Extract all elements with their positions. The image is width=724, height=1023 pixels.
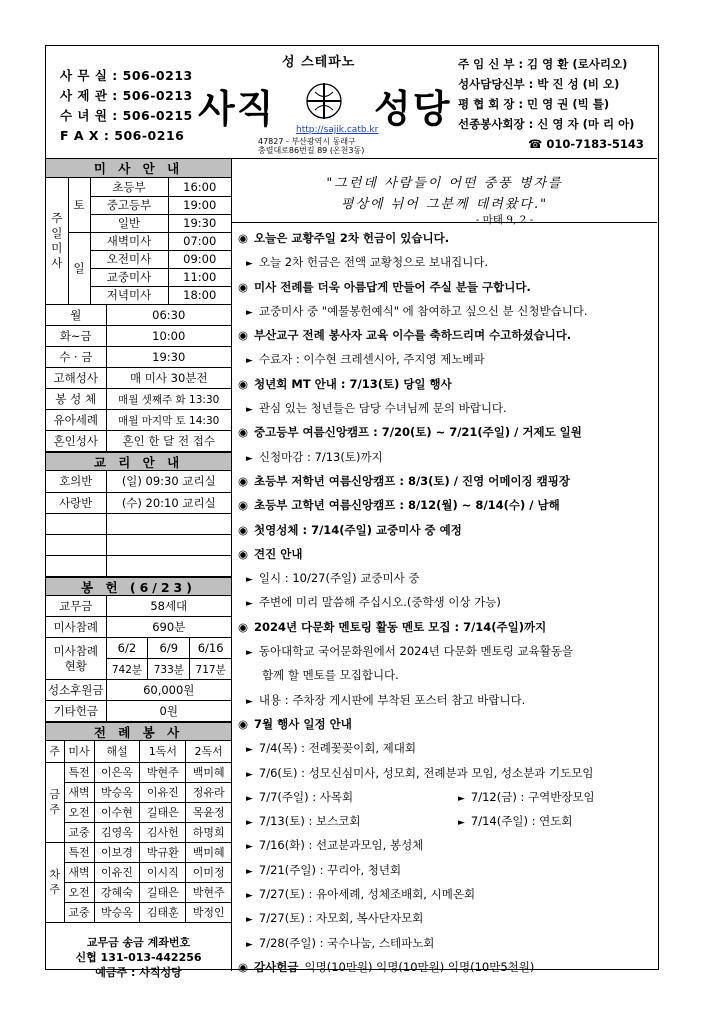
arrow-bullet-icon: ►	[246, 575, 253, 586]
mass-time: 16:00	[168, 178, 231, 196]
notice-heading-text: 초등부 저학년 여름신앙캠프 : 8/3(토) / 진영 어메이징 캠핑장	[254, 473, 570, 488]
mass-name: 중고등부	[90, 196, 168, 214]
mass-name: 초등부	[90, 178, 168, 196]
reader-1: 길태은	[140, 802, 186, 822]
notice-second-column	[458, 809, 572, 835]
offering-table	[46, 596, 231, 723]
schedule-label: 월	[46, 305, 106, 326]
staff-list	[458, 54, 644, 154]
notice-detail-text: 신청마감 : 7/13(토)까지	[258, 449, 383, 464]
liturgy-header: 1독서	[140, 741, 186, 762]
class-time: (수) 20:10 교리실	[106, 492, 231, 513]
notice-heading-text: 부산교구 전례 봉사자 교육 이수를 축하드리며 수고하셨습니다.	[254, 328, 572, 343]
liturgy-service-table	[46, 741, 231, 923]
notice-detail-text: 7/16(화) : 선교분과모임, 봉성체	[258, 838, 424, 853]
notice-detail-text: 7/27(토) : 유아세례, 성체조배회, 시메온회	[258, 887, 476, 902]
commentator: 김영옥	[94, 822, 140, 842]
offering-value: 0원	[106, 701, 231, 722]
notice-heading	[232, 542, 657, 566]
arrow-bullet-icon: ►	[246, 769, 253, 780]
schedule-label: 봉 성 체	[46, 389, 106, 410]
reader-1: 이시직	[140, 862, 186, 882]
schedule-label: 고해성사	[46, 368, 106, 389]
arrow-bullet-icon: ►	[246, 356, 253, 367]
offering-label: 기타헌금	[46, 701, 106, 722]
reader-1: 김사헌	[140, 822, 186, 842]
arrow-bullet-icon: ►	[246, 745, 253, 756]
mass-time: 09:00	[168, 250, 231, 268]
staff-phone: ☎ 010-7183-5143	[528, 137, 644, 151]
notice-detail	[232, 299, 657, 323]
right-column	[232, 159, 657, 974]
schedule-value: 매월 셋째주 화 13:30	[106, 389, 231, 410]
notice-heading-text: 청년회 MT 안내 : 7/13(토) 당일 행사	[254, 376, 452, 391]
bulletin-header	[46, 46, 657, 159]
notice-heading-text: 초등부 고학년 여름신앙캠프 : 8/12(월) ~ 8/14(수) / 남해	[254, 498, 560, 513]
notice-detail	[232, 761, 657, 785]
arrow-bullet-icon: ►	[246, 307, 253, 318]
parish-patron: 성 스테파노	[282, 55, 356, 70]
liturgy-header: 해설	[94, 741, 140, 762]
contact-convent: 수 녀 원 : 506-0215	[60, 108, 193, 123]
education-table	[46, 471, 231, 577]
offering-label: 교무금	[46, 596, 106, 617]
weekday-schedule-table	[46, 305, 231, 453]
reader-1: 김태훈	[140, 902, 186, 922]
notice-heading-text: 2024년 다문화 멘토링 활동 멘토 모집 : 7/14(주일)까지	[254, 619, 547, 634]
commentator: 박승옥	[94, 782, 140, 802]
notice-detail	[232, 590, 657, 614]
reader-1: 이유진	[140, 782, 186, 802]
left-column	[46, 159, 232, 979]
arrow-bullet-icon: ►	[246, 259, 253, 270]
liturgy-header: 2독서	[186, 741, 231, 762]
notice-detail	[232, 639, 657, 663]
reader-1: 길태은	[140, 882, 186, 902]
empty-cell	[106, 534, 231, 555]
offering-value: 690분	[106, 617, 231, 638]
notice-heading	[232, 615, 657, 639]
notice-heading	[232, 372, 657, 396]
arrow-bullet-icon: ►	[246, 599, 253, 610]
notice-heading-text: 중고등부 여름신앙캠프 : 7/20(토) ~ 7/21(주일) / 거제도 일원	[254, 425, 582, 440]
notice-detail-text: 7/14(주일) : 연도회	[470, 814, 573, 829]
empty-cell	[106, 513, 231, 534]
mass-time: 19:00	[168, 196, 231, 214]
notice-detail	[232, 688, 657, 712]
notice-heading	[232, 955, 657, 979]
saturday-label: 토	[68, 178, 90, 232]
parish-address: 47827 - 부산광역시 동래구 충렬대로86번길 89 (온천3동)	[258, 137, 365, 155]
notice-detail	[232, 445, 657, 469]
sunday-label: 일	[68, 232, 90, 304]
staff-pastor: 주 임 신 부 : 김 영 환 (로사리오)	[458, 57, 628, 71]
attendance-count: 742분	[106, 659, 148, 680]
offering-value: 60,000원	[106, 680, 231, 701]
notice-detail	[232, 931, 657, 955]
notice-detail	[232, 809, 657, 833]
target-bullet-icon: ◉	[238, 716, 249, 731]
mass-name: 오전미사	[90, 250, 168, 268]
arrow-bullet-icon: ►	[246, 648, 253, 659]
notice-detail-text: 교중미사 중 "예물봉헌예식" 에 참여하고 싶으신 분 신청받습니다.	[258, 303, 588, 318]
notice-detail-text: 주변에 미리 말씀해 주십시오.(중학생 이상 가능)	[258, 595, 501, 610]
notice-detail-text: 7/7(주일) : 사목회	[258, 789, 354, 804]
offering-label: 미사참례	[46, 617, 106, 638]
notice-extra-text: 익명(10만원) 익명(10만원) 익명(10만5천원)	[304, 959, 535, 974]
notice-detail-text: 7/6(토) : 성모신심미사, 성모회, 전례분과 모임, 성소분과 기도모임	[258, 765, 594, 780]
notice-heading	[232, 518, 657, 542]
reader-2: 박현주	[186, 882, 231, 902]
notice-detail	[232, 396, 657, 420]
staff-council-president: 평 협 회 장 : 민 영 권 (빅 틀)	[458, 97, 610, 111]
liturgy-header: 주	[46, 741, 64, 762]
mass-type: 교중	[64, 902, 94, 922]
commentator: 이유진	[94, 862, 140, 882]
notice-detail-text: 7/21(주일) : 꾸리아, 청년회	[258, 862, 402, 877]
target-bullet-icon: ◉	[238, 231, 249, 245]
notice-detail	[232, 663, 657, 687]
parish-name-first: 사직	[198, 87, 276, 131]
notice-heading	[232, 712, 657, 736]
schedule-value: 06:30	[106, 305, 231, 326]
notice-detail	[232, 347, 657, 371]
empty-cell	[46, 555, 106, 576]
notice-detail-text: 7/12(금) : 구역반장모임	[470, 789, 595, 804]
target-bullet-icon: ◉	[238, 279, 249, 294]
notice-detail-text: 7/4(목) : 전례꽃꽂이회, 제대회	[258, 741, 416, 756]
offering-label: 성소후원금	[46, 680, 106, 701]
attendance-date: 6/9	[148, 638, 190, 659]
mass-type: 특전	[64, 762, 94, 782]
contact-office: 사 무 실 : 506-0213	[60, 68, 193, 83]
account-holder: 예금주 : 사직성당	[95, 965, 182, 979]
notice-heading-text: 감사헌금	[254, 959, 299, 974]
arrow-bullet-icon: ►	[246, 842, 253, 853]
class-time: (일) 09:30 교리실	[106, 471, 231, 492]
reader-2: 백미혜	[186, 842, 231, 862]
arrow-bullet-icon: ►	[246, 818, 253, 829]
notice-detail-text: 일시 : 10/27(주일) 교중미사 중	[258, 571, 420, 586]
this-week-label: 금 주	[46, 762, 64, 842]
notice-heading	[232, 323, 657, 347]
arrow-bullet-icon: ►	[246, 939, 253, 950]
notice-heading	[232, 226, 657, 250]
mass-type: 특전	[64, 842, 94, 862]
notice-heading-text: 오늘은 교황주일 2차 헌금이 있습니다.	[254, 231, 450, 245]
target-bullet-icon: ◉	[238, 473, 249, 488]
reader-2: 하명희	[186, 822, 231, 842]
scripture-quote	[232, 159, 657, 226]
reader-1: 박현주	[140, 762, 186, 782]
mass-time: 07:00	[168, 232, 231, 250]
class-name: 사랑반	[46, 492, 106, 513]
notice-detail	[232, 250, 657, 274]
notice-heading-text: 7월 행사 일정 안내	[254, 716, 352, 731]
arrow-bullet-icon: ►	[458, 793, 465, 804]
attendance-label: 미사참례 현황	[46, 638, 106, 680]
reader-2: 이미정	[186, 862, 231, 882]
notice-detail	[232, 906, 657, 930]
reader-1: 박규환	[140, 842, 186, 862]
mass-time: 11:00	[168, 268, 231, 286]
schedule-value: 10:00	[106, 326, 231, 347]
contact-info	[60, 66, 193, 146]
commentator: 박승옥	[94, 902, 140, 922]
schedule-value: 매 미사 30분전	[106, 368, 231, 389]
notice-detail-text: 7/28(주일) : 국수나눔, 스테파노회	[258, 935, 435, 950]
offering-value: 58세대	[106, 596, 231, 617]
target-bullet-icon: ◉	[238, 376, 249, 391]
quote-reference: - 마태 9, 2 -	[475, 214, 534, 226]
liturgy-header: 미사	[64, 741, 94, 762]
arrow-bullet-icon: ►	[246, 866, 253, 877]
reader-2: 백미혜	[186, 762, 231, 782]
schedule-label: 화~금	[46, 326, 106, 347]
schedule-value: 19:30	[106, 347, 231, 368]
empty-cell	[46, 534, 106, 555]
target-bullet-icon: ◉	[238, 425, 249, 440]
notice-detail	[232, 833, 657, 857]
notice-heading	[232, 493, 657, 517]
notice-heading	[232, 420, 657, 444]
mass-time: 18:00	[168, 286, 231, 304]
liturgy-service-title: 전 례 봉 사	[46, 722, 231, 741]
commentator: 이보경	[94, 842, 140, 862]
arrow-bullet-icon: ►	[246, 793, 253, 804]
notice-heading-text: 첫영성체 : 7/14(주일) 교중미사 중 예정	[254, 522, 462, 537]
empty-cell	[46, 513, 106, 534]
offering-title: 봉 헌 (6/23)	[46, 577, 231, 596]
account-info	[46, 923, 231, 980]
notice-detail-text: 함께 할 멘토를 모집합니다.	[262, 668, 399, 683]
quote-line: "그런데 사람들이 어떤 중풍 병자를	[326, 176, 563, 191]
notice-second-column	[458, 785, 595, 811]
mass-name: 일반	[90, 214, 168, 232]
notice-detail-text: 수료자 : 이수현 크레센시아, 주지영 제노베파	[258, 352, 485, 367]
commentator: 이수현	[94, 802, 140, 822]
mass-time: 19:30	[168, 214, 231, 232]
notice-heading-text: 견진 안내	[254, 546, 303, 561]
target-bullet-icon: ◉	[238, 959, 249, 974]
schedule-value: 혼인 한 달 전 접수	[106, 431, 231, 452]
arrow-bullet-icon: ►	[246, 405, 253, 416]
mass-type: 오전	[64, 802, 94, 822]
class-name: 호의반	[46, 471, 106, 492]
reader-2: 정유라	[186, 782, 231, 802]
attendance-count: 733분	[148, 659, 190, 680]
notice-list	[232, 223, 657, 979]
parish-logo-icon	[304, 81, 344, 121]
mass-name: 교중미사	[90, 268, 168, 286]
mass-schedule-title: 미 사 안 내	[46, 159, 231, 178]
account-title: 교무금 송금 계좌번호	[86, 935, 191, 949]
notice-detail-text: 7/13(토) : 보스코회	[258, 814, 361, 829]
notice-heading	[232, 469, 657, 493]
notice-detail-text: 7/27(토) : 자모회, 복사단자모회	[258, 911, 424, 926]
education-title: 교 리 안 내	[46, 452, 231, 471]
notice-heading-text: 미사 전례를 더욱 아름답게 만들어 주실 분들 구합니다.	[254, 279, 531, 294]
schedule-label: 혼인성사	[46, 431, 106, 452]
target-bullet-icon: ◉	[238, 522, 249, 537]
quote-line: 평상에 뉘어 그분께 데려왔다."	[340, 197, 549, 212]
notice-heading	[232, 275, 657, 299]
parish-website-link[interactable]: http://sajik.catb.kr	[296, 125, 379, 135]
attendance-date: 6/2	[106, 638, 148, 659]
staff-funeral-head: 선종봉사회장 : 신 영 자 (마 리 아)	[458, 117, 635, 131]
arrow-bullet-icon: ►	[246, 696, 253, 707]
mass-type: 새벽	[64, 782, 94, 802]
bulletin-page	[45, 45, 659, 979]
mass-schedule-table	[46, 178, 231, 305]
notice-detail-text: 내용 : 주차장 게시판에 부착된 포스터 참고 바랍니다.	[258, 692, 526, 707]
mass-type: 새벽	[64, 862, 94, 882]
notice-detail	[232, 785, 657, 809]
schedule-label: 수 · 금	[46, 347, 106, 368]
mass-type: 교중	[64, 822, 94, 842]
mass-type: 오전	[64, 882, 94, 902]
mass-name: 새벽미사	[90, 232, 168, 250]
notice-detail-text: 오늘 2차 헌금은 전액 교황청으로 보내집니다.	[258, 255, 489, 270]
arrow-bullet-icon: ►	[246, 453, 253, 464]
attendance-date: 6/16	[190, 638, 231, 659]
staff-assistant-priest: 성사담당신부 : 박 진 성 (비 오)	[458, 77, 620, 91]
notice-detail	[232, 882, 657, 906]
notice-detail-text: 동아대학교 국어문화원에서 2024년 다문화 멘토링 교육활동을	[258, 644, 574, 659]
empty-cell	[106, 555, 231, 576]
arrow-bullet-icon: ►	[246, 915, 253, 926]
reader-2: 목윤정	[186, 802, 231, 822]
arrow-bullet-icon: ►	[246, 891, 253, 902]
next-week-label: 차 주	[46, 842, 64, 922]
account-number: 신협 131-013-442256	[75, 950, 202, 964]
target-bullet-icon: ◉	[238, 498, 249, 513]
notice-detail	[232, 736, 657, 760]
reader-2: 박정인	[186, 902, 231, 922]
commentator: 이은옥	[94, 762, 140, 782]
schedule-label: 유아세례	[46, 410, 106, 431]
notice-detail	[232, 566, 657, 590]
commentator: 강혜숙	[94, 882, 140, 902]
schedule-value: 매월 마지막 토 14:30	[106, 410, 231, 431]
target-bullet-icon: ◉	[238, 546, 249, 561]
arrow-bullet-icon: ►	[458, 818, 465, 829]
sunday-mass-label: 주 일 미 사	[46, 178, 68, 304]
notice-detail-text: 관심 있는 청년들은 담당 수녀님께 문의 바랍니다.	[258, 401, 507, 416]
mass-name: 저녁미사	[90, 286, 168, 304]
attendance-count: 717분	[190, 659, 231, 680]
contact-rectory: 사 제 관 : 506-0213	[60, 88, 193, 103]
target-bullet-icon: ◉	[238, 619, 249, 634]
parish-name-second: 성당	[374, 87, 452, 131]
target-bullet-icon: ◉	[238, 328, 249, 343]
notice-detail	[232, 858, 657, 882]
contact-fax: F A X : 506-0216	[60, 128, 185, 143]
